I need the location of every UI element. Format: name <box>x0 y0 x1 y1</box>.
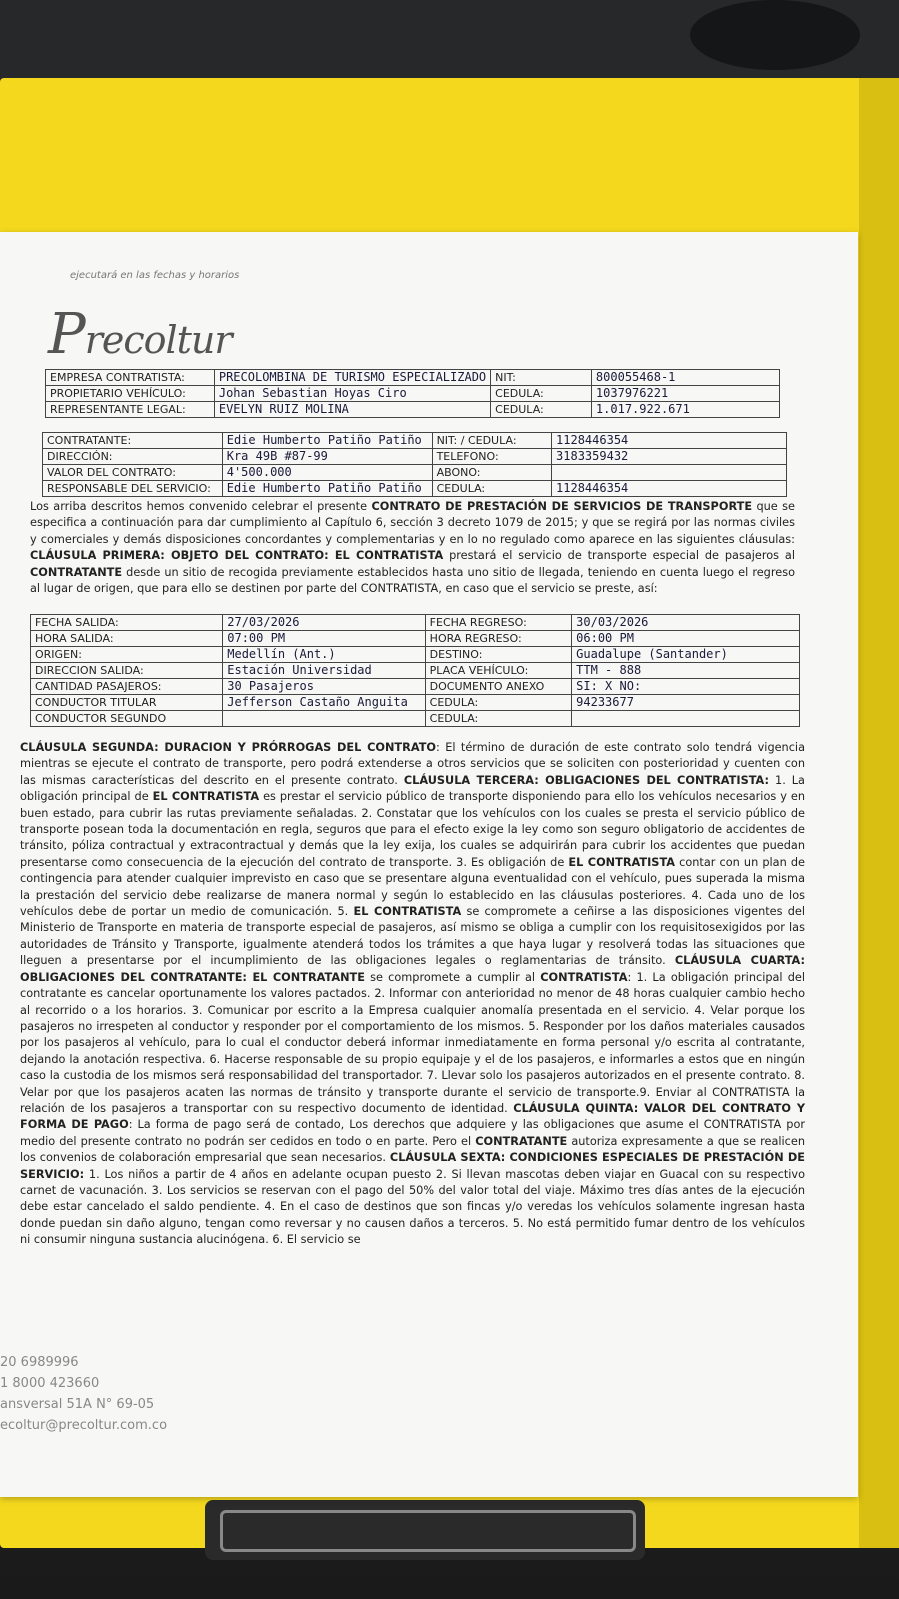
cell-value: Medellín (Ant.) <box>223 647 425 663</box>
cell-label: CEDULA: <box>491 402 592 418</box>
cell-label: NIT: / CEDULA: <box>432 433 551 449</box>
cell-label: HORA SALIDA: <box>31 631 223 647</box>
clause-text: se compromete a ceñirse a las disposiciones vigentes del Ministerio de Transporte en materia de transporte especial de pasajeros, así mismo se obliga a cumplir con los requisitosexigidos por las autoridades de Tránsito y Transporte, igualmente atenderá todos los trámites a que haya lugar y resolverá todas las situaciones que lleguen a presentarse por el incumplimiento de las obligaciones legales o reglamentarias de tránsito. <box>20 905 805 968</box>
table-row <box>31 695 800 711</box>
footer-line: 20 6989996 <box>0 1355 79 1370</box>
cell-label: RESPONSABLE DEL SERVICIO: <box>43 481 223 497</box>
cell-label: FECHA REGRESO: <box>425 615 571 631</box>
cell-value: 1128446354 <box>552 433 787 449</box>
cell-value: 27/03/2026 <box>223 615 425 631</box>
cell-label: DIRECCIÓN: <box>43 449 223 465</box>
cell-label: DESTINO: <box>425 647 571 663</box>
clause-heading: CLÁUSULA QUINTA: VALOR DEL CONTRATO Y FORMA DE PAGO <box>20 1101 805 1132</box>
table-row <box>31 615 800 631</box>
clause-heading: EL CONTRATISTA <box>152 790 260 804</box>
precoltur-logo: Precoltur <box>48 302 232 367</box>
cell-label: FECHA SALIDA: <box>31 615 223 631</box>
cell-label: DOCUMENTO ANEXO <box>425 679 571 695</box>
clause-text: : El término de duración de este contrato solo tendrá vigencia mientras se ejecute el contrato de transporte, pero podrá extenderse a otros servicios que se soliciten con posterioridad y cuenten con las mismas características del descrito en el presente contrato. <box>20 741 805 787</box>
cell-label: ORIGEN: <box>31 647 223 663</box>
clause-text: 1. Los niños a partir de 4 años en adelante ocupan puesto 2. Si llevan mascotas deben viajar en Guacal con su respectivo carnet de vacunación. 3. Los servicios se reservan con el pago del 50% del valor total del viaje. Máximo tres días antes de la ejecución debe estar cancelado el saldo pendiente. 4. En el caso de destinos que son fincas y/o veredas los vehículos solamente ingresan hasta donde puedan sin daño alguno, tengan como reversar y no causen daños a terceros. 5. No está permitido fumar dentro de los vehículos ni consumir ninguna sustancia alucinógena. 6. El servicio se <box>20 1167 805 1247</box>
cell-label: EMPRESA CONTRATISTA: <box>46 370 215 386</box>
table-row <box>43 433 787 449</box>
cell-label: NIT: <box>491 370 592 386</box>
clause-heading: CONTRATANTE <box>475 1134 568 1148</box>
cell-label: PROPIETARIO VEHÍCULO: <box>46 386 215 402</box>
cell-value: SI: X NO: <box>572 679 800 695</box>
cell-label: CANTIDAD PASAJEROS: <box>31 679 223 695</box>
cell-label: REPRESENTANTE LEGAL: <box>46 402 215 418</box>
cell-value: 1128446354 <box>552 481 787 497</box>
intro-paragraph: Los arriba descritos hemos convenido celebrar el presente CONTRATO DE PRESTACIÓN DE SERVICIOS DE TRANSPORTE que se especifica a continuación para dar cumplimiento al Capítulo 6, sección 3 decreto 1079 de 2015; y que se regirá por las normas civiles y comerciales y demás disposiciones concordantes y complementarias y en lo no regulado como aparece en las siguientes cláusulas: CLÁUSULA PRIMERA: OBJETO DEL CONTRATO: EL CONTRATISTA prestará el servicio de transporte especial de pasajeros al CONTRATANTE desde un sitio de recogida previamente establecidos hasta uno sitio de llegada, teniendo en cuenta luego el regreso al lugar de origen, que para ello se destinen por parte del CONTRATISTA, en caso que el servicio se preste, así: <box>30 500 795 596</box>
car-vent <box>690 0 860 70</box>
cell-value: 3183359432 <box>552 449 787 465</box>
company-footer <box>0 1352 167 1436</box>
cell-value: 30 Pasajeros <box>223 679 425 695</box>
cell-value: EVELYN RUIZ MOLINA <box>214 402 490 418</box>
cell-label: CEDULA: <box>432 481 551 497</box>
folder-edge <box>859 78 899 1548</box>
cell-value: Estación Universidad <box>223 663 425 679</box>
cell-label: PLACA VEHÍCULO: <box>425 663 571 679</box>
cell-label: CEDULA: <box>425 695 571 711</box>
clause-text: autoriza expresamente a que se realicen los convenios de colaboración empresarial que sean necesarios. <box>20 1134 805 1165</box>
footer-line: ansversal 51A N° 69-05 <box>0 1397 155 1412</box>
cell-label: CONDUCTOR SEGUNDO <box>31 711 223 727</box>
table-row <box>46 402 780 418</box>
footer-line: ecoltur@precoltur.com.co <box>0 1418 168 1433</box>
table-row <box>31 679 800 695</box>
cell-value: PRECOLOMBINA DE TURISMO ESPECIALIZADO <box>214 370 490 386</box>
binder-ring <box>220 1510 636 1552</box>
table-row <box>46 370 780 386</box>
table-row <box>31 711 800 727</box>
client-table <box>42 432 787 497</box>
cell-label: ABONO: <box>432 465 551 481</box>
cell-label: CONDUCTOR TITULAR <box>31 695 223 711</box>
cell-value: Kra 49B #87-99 <box>222 449 432 465</box>
cell-value: Edie Humberto Patiño Patiño <box>222 433 432 449</box>
cell-value: 4'500.000 <box>222 465 432 481</box>
cell-value: 94233677 <box>572 695 800 711</box>
cell-label: CONTRATANTE: <box>43 433 223 449</box>
cell-value: Guadalupe (Santander) <box>572 647 800 663</box>
cell-label: HORA REGRESO: <box>425 631 571 647</box>
table-row <box>43 465 787 481</box>
cell-value <box>572 711 800 727</box>
table-row <box>43 449 787 465</box>
cell-value: 06:00 PM <box>572 631 800 647</box>
cell-value <box>552 465 787 481</box>
cell-value: 07:00 PM <box>223 631 425 647</box>
clause-heading: CLÁUSULA SEGUNDA: DURACION Y PRÓRROGAS DEL CONTRATO <box>20 741 437 754</box>
table-row <box>46 386 780 402</box>
cell-value: 800055468-1 <box>591 370 779 386</box>
clauses-paragraph <box>20 740 805 1249</box>
clause-heading: EL CONTRATISTA <box>353 905 462 919</box>
clause-text: : La forma de pago será de contado, Los derechos que adquiere y las obligaciones que asume el CONTRATISTA por medio del presente contrato no podrán ser cedidos en todo o en parte. Pero el <box>20 1118 806 1148</box>
clause-text: 1. La obligación principal de <box>20 773 805 804</box>
cell-value: Johan Sebastian Hoyas Ciro <box>214 386 490 402</box>
cell-value: 1.017.922.671 <box>591 402 779 418</box>
contractor-table <box>45 369 780 418</box>
clause-text: : 1. La obligación principal del contratante es cancelar oportunamente los valores pactados. 2. Informar con anterioridad no menor de 48 horas cualquier cambio hecho al recorrido o a los horarios. 3. Comunicar por escrito a la Empresa cualquier anomalía presentada en el servicio. 4. Velar porque los pasajeros no irrespeten al conductor y responder por el comportamiento de los mismos. 5. Responder por los daños materiales causados por los pasajeros al vehículo, para lo cual el conductor deberá informar inmediatamente en forma personal y/o escrita al contratante, dejando la anotación respectiva. 6. Hacerse responsable de su propio equipaje y el de los pasajeros, e informarles a estos que en ningún caso la custodia de los mismos será responsabilidad del transportador. 7. Llevar solo los pasajeros autorizados en el presente contrato. 8. Velar por que los pasajeros acaten las normas de tránsito y transporte durante el servicio de transporte.9. Enviar al CONTRATISTA la relación de los pasajeros a transportar con su respectivo documento de identidad. <box>20 970 805 1115</box>
clause-heading: CLÁUSULA TERCERA: OBLIGACIONES DEL CONTRATISTA: <box>403 773 770 787</box>
clause-heading: CLÁUSULA SEXTA: CONDICIONES ESPECIALES DE PRESTACIÓN DE SERVICIO: <box>20 1151 805 1181</box>
clause-text: contar con un plan de contingencia para atender cualquier imprevisto en caso que se presentare alguna eventualidad con el vehículo, pues superada la misma la prestación del servicio debe realizarse de manera normal y según lo establecido en las cláusulas posteriores. 4. Cada uno de los vehículos debe de portar un medio de comunicación. 5. <box>20 855 805 919</box>
clause-heading: CLÁUSULA CUARTA: OBLIGACIONES DEL CONTRATANTE: EL CONTRATANTE <box>20 954 805 984</box>
cell-value <box>223 711 425 727</box>
cell-label: CEDULA: <box>425 711 571 727</box>
clause-text: es prestar el servicio público de transporte disponiendo para ello los vehículos necesarios y en buen estado, para cubrir las rutas previamente señaladas. 2. Constatar que los vehículos con los cuales se presta el servicio público de transporte posean toda la documentación en regla, seguros que para el efecto exige la ley como son seguro obligatorio de accidentes de tránsito, póliza contractual y extracontractual y demás que la ley exija, los cuales se adquirirán para cubrir los accidentes que puedan presentarse como consecuencia de la ejecución del contrato de transporte. 3. Es obligación de <box>20 790 805 869</box>
cell-value: 30/03/2026 <box>572 615 800 631</box>
cell-label: TELEFONO: <box>432 449 551 465</box>
cell-label: DIRECCION SALIDA: <box>31 663 223 679</box>
cell-label: VALOR DEL CONTRATO: <box>43 465 223 481</box>
table-row <box>31 663 800 679</box>
previous-page-text: ejecutará en las fechas y horarios <box>70 270 240 281</box>
clause-heading: EL CONTRATISTA <box>568 855 676 869</box>
trip-table <box>30 614 800 727</box>
table-row <box>43 481 787 497</box>
clause-text: se compromete a cumplir al <box>364 970 541 984</box>
contract-page <box>0 232 858 1497</box>
cell-value: Edie Humberto Patiño Patiño <box>222 481 432 497</box>
footer-line: 1 8000 423660 <box>0 1376 100 1391</box>
cell-value: 1037976221 <box>591 386 779 402</box>
table-row <box>31 631 800 647</box>
cell-value: Jefferson Castaño Anguita <box>223 695 425 711</box>
clause-heading: CONTRATISTA <box>540 970 628 984</box>
cell-label: CEDULA: <box>491 386 592 402</box>
table-row <box>31 647 800 663</box>
cell-value: TTM - 888 <box>572 663 800 679</box>
